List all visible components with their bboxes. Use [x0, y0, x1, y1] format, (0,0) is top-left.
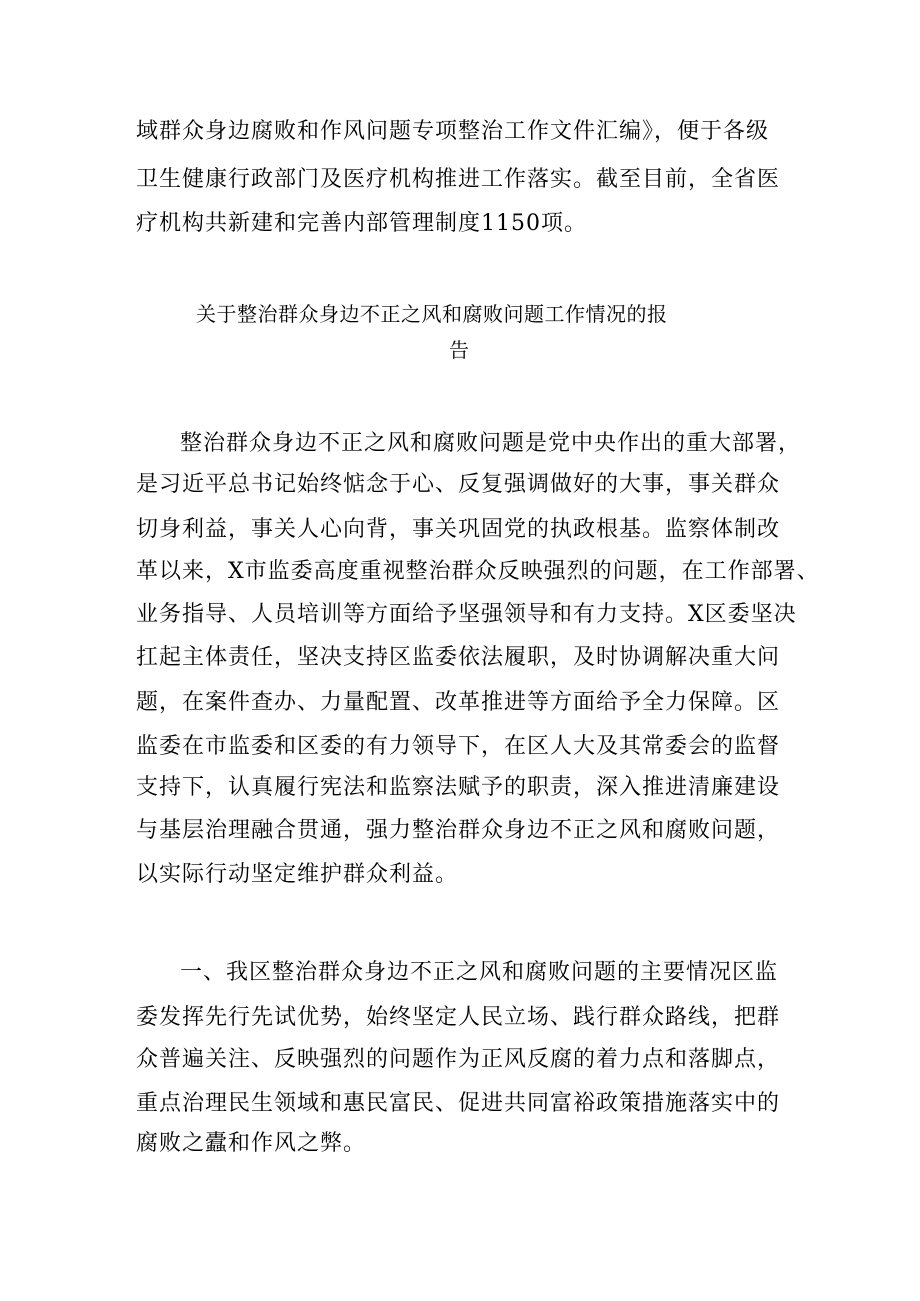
- para2-line-4: 重点治理民生领域和惠民富民、促进共同富裕政策措施落实中的: [136, 1091, 781, 1116]
- intro-line-2: 卫生健康行政部门及医疗机构推进工作落实。截至目前，全省医: [136, 167, 781, 192]
- para1-line-4: 革以来，X市监委高度重视整治群众反映强烈的问题，在工作部署、: [136, 559, 820, 584]
- intro-line-3: 疗机构共新建和完善内部管理制度1150项。: [136, 211, 587, 236]
- intro-line-1: 域群众身边腐败和作风问题专项整治工作文件汇编》，便于各级: [136, 119, 770, 144]
- para2-line-5: 腐败之蠹和作风之弊。: [136, 1131, 367, 1156]
- para1-line-3: 切身利益，事关人心向背，事关巩固党的执政根基。监察体制改: [136, 517, 781, 542]
- report-title-line-2: 告: [449, 338, 470, 362]
- para2-line-1: 一、我区整治群众身边不正之风和腐败问题的主要情况区监: [180, 960, 779, 985]
- para1-line-8: 监委在市监委和区委的有力领导下，在区人大及其常委会的监督: [136, 734, 781, 759]
- para2-line-2: 委发挥先行先试优势，始终坚定人民立场、践行群众路线，把群: [136, 1005, 781, 1030]
- para1-line-2: 是习近平总书记始终惦念于心、反复强调做好的大事，事关群众: [136, 472, 781, 497]
- para1-line-9: 支持下，认真履行宪法和监察法赋予的职责，深入推进清廉建设: [136, 775, 781, 800]
- para1-line-6: 扛起主体责任，坚决支持区监委依法履职，及时协调解决重大问: [136, 645, 781, 670]
- para1-line-7: 题，在案件查办、力量配置、改革推进等方面给予全力保障。区: [136, 690, 781, 715]
- para1-line-5: 业务指导、人员培训等方面给予坚强领导和有力支持。X区委坚决: [136, 602, 797, 627]
- report-title-line-1: 关于整治群众身边不正之风和腐败问题工作情况的报: [196, 302, 668, 326]
- para2-line-3: 众普遍关注、反映强烈的问题作为正风反腐的着力点和落脚点，: [136, 1047, 781, 1072]
- para1-line-10: 与基层治理融合贯通，强力整治群众身边不正之风和腐败问题，: [136, 818, 781, 843]
- para1-line-1: 整治群众身边不正之风和腐败问题是党中央作出的重大部署，: [180, 431, 802, 456]
- para1-line-11: 以实际行动坚定维护群众利益。: [136, 862, 459, 887]
